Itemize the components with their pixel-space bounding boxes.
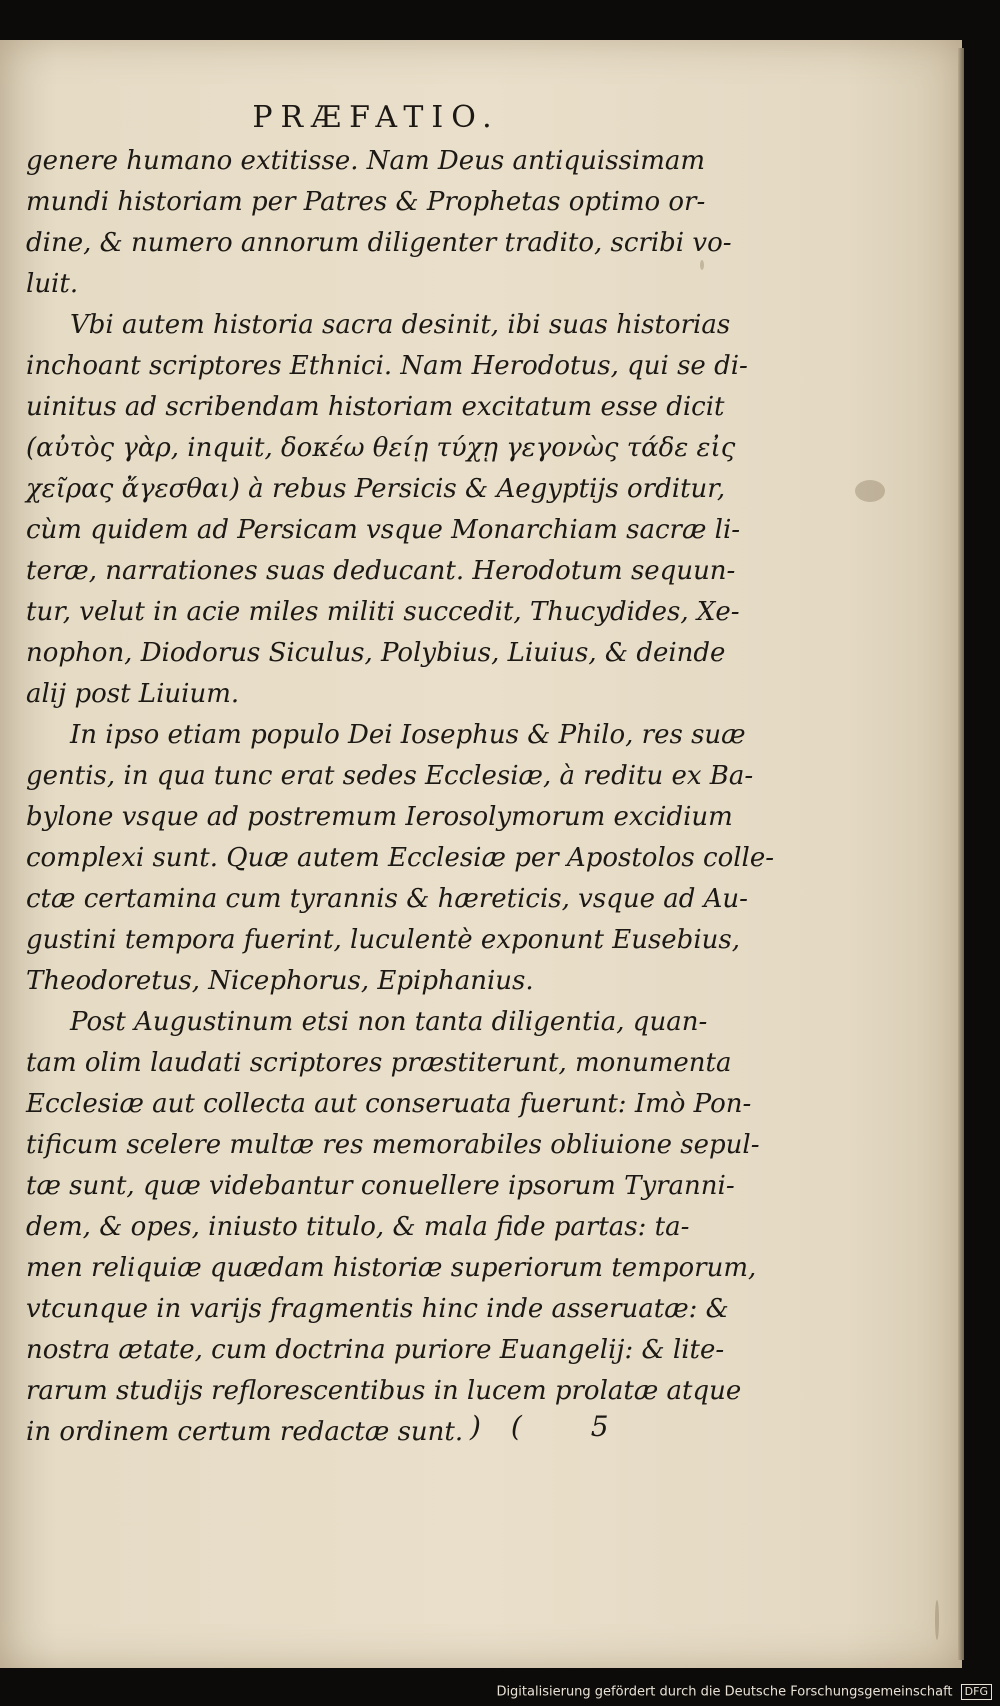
page-edge — [958, 48, 964, 1660]
paper-stain — [855, 480, 885, 502]
text-line: cùm quidem ad Persicam vsque Monarchiam sacræ li- — [26, 515, 741, 545]
text-line: Post Augustinum etsi non tanta diligentia, quan- — [70, 1007, 708, 1037]
text-line: Vbi autem historia sacra desinit, ibi suas historias — [70, 310, 731, 340]
text-line: χεῖρας ἄγεσθαι) à rebus Persicis & Aegyptijs orditur, — [26, 474, 726, 504]
text-line: uinitus ad scribendam historiam excitatum esse dicit — [26, 392, 725, 422]
text-line: complexi sunt. Quæ autem Ecclesiæ per Apostolos colle- — [26, 843, 775, 873]
text-line: tur, velut in acie miles militi succedit, Thucydides, Xe- — [26, 597, 740, 627]
text-line: ctæ certamina cum tyrannis & hæreticis, vsque ad Au- — [26, 884, 748, 914]
footer-credit-container — [496, 1684, 992, 1700]
text-line: dem, & opes, iniusto titulo, & mala fide partas: ta- — [26, 1212, 690, 1242]
text-line: Ecclesiæ aut collecta aut conseruata fuerunt: Imò Pon- — [26, 1089, 752, 1119]
text-block — [26, 100, 775, 1453]
text-line: genere humano extitisse. Nam Deus antiquissimam — [26, 146, 706, 176]
dfg-logo: DFG — [961, 1684, 992, 1700]
text-line: teræ, narrationes suas deducant. Herodotum sequun- — [26, 556, 736, 586]
text-line: inchoant scriptores Ethnici. Nam Herodotus, qui se di- — [26, 351, 748, 381]
text-line: mundi historiam per Patres & Prophetas optimo or- — [26, 187, 706, 217]
text-line: in ordinem certum redactæ sunt. — [26, 1417, 464, 1447]
text-line: luit. — [26, 269, 79, 299]
paper-speck — [935, 1600, 939, 1640]
text-line: In ipso etiam populo Dei Iosephus & Philo, res suæ — [70, 720, 746, 750]
body-text — [26, 141, 775, 1453]
signature-mark: )( 5 — [470, 1410, 639, 1443]
text-line: alij post Liuium. — [26, 679, 240, 709]
text-line: nophon, Diodorus Siculus, Polybius, Liuius, & deinde — [26, 638, 726, 668]
text-line: tæ sunt, quæ videbantur conuellere ipsorum Tyranni- — [26, 1171, 735, 1201]
footer-bar — [0, 1672, 1000, 1706]
text-line: vtcunque in varijs fragmentis hinc inde asseruatæ: & — [26, 1294, 729, 1324]
text-line: tam olim laudati scriptores præstiterunt, monumenta — [26, 1048, 732, 1078]
text-line: rarum studijs reflorescentibus in lucem prolatæ atque — [26, 1376, 742, 1406]
text-line: gentis, in qua tunc erat sedes Ecclesiæ, à reditu ex Ba- — [26, 761, 754, 791]
running-head: PRÆFATIO. — [252, 100, 500, 135]
text-line: Theodoretus, Nicephorus, Epiphanius. — [26, 966, 534, 996]
text-line: dine, & numero annorum diligenter tradito, scribi vo- — [26, 228, 732, 258]
text-line: gustini tempora fuerint, luculentè exponunt Eusebius, — [26, 925, 740, 955]
text-line: (αὐτὸς γὰρ, inquit, δοκέω θείῃ τύχῃ γεγονὼς τάδε εἰς — [26, 433, 736, 463]
text-line: men reliquiæ quædam historiæ superiorum temporum, — [26, 1253, 757, 1283]
footer-credit: Digitalisierung gefördert durch die Deutsche Forschungsgemeinschaft — [496, 1684, 953, 1700]
text-line: nostra ætate, cum doctrina puriore Euangelij: & lite- — [26, 1335, 725, 1365]
text-line: tificum scelere multæ res memorabiles obliuione sepul- — [26, 1130, 760, 1160]
text-line: bylone vsque ad postremum Ierosolymorum excidium — [26, 802, 733, 832]
